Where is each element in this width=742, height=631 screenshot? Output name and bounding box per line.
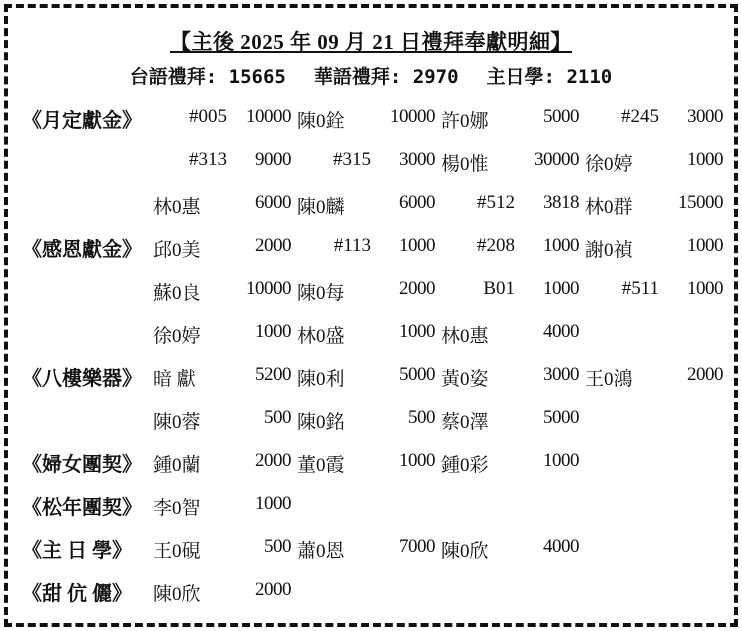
- donation-amount: 3000: [543, 364, 579, 385]
- donor-name: 陳0蓉: [153, 412, 201, 433]
- donation-amount: 6000: [255, 192, 291, 213]
- donation-amount: 4000: [543, 536, 579, 557]
- donation-amount: 3000: [399, 149, 435, 170]
- donor-name: 李0智: [153, 498, 201, 519]
- summary-value: 2110: [566, 66, 613, 88]
- donation-entry: [153, 321, 291, 347]
- summary-value: 2970: [412, 66, 459, 88]
- donation-amount: 30000: [534, 149, 579, 170]
- donation-entry: [153, 536, 291, 562]
- category-label: 《松年團契》: [22, 497, 142, 519]
- donor-name: 陳0銘: [297, 412, 345, 433]
- donation-amount: 2000: [687, 364, 723, 385]
- donation-amount: 500: [264, 536, 291, 557]
- donation-amount: 9000: [255, 149, 291, 170]
- donation-entry: [153, 235, 291, 261]
- offering-list: [22, 96, 722, 612]
- donation-entry: [441, 450, 579, 476]
- donation-entry: [153, 278, 291, 304]
- donation-entry: [297, 536, 435, 562]
- donation-amount: 10000: [390, 106, 435, 127]
- donor-name: 鍾0蘭: [153, 455, 201, 476]
- donor-name: 陳0利: [297, 369, 345, 390]
- donor-name: 徐0婷: [153, 326, 201, 347]
- donation-amount: 1000: [543, 278, 579, 299]
- offering-row: [22, 268, 722, 311]
- donation-entry: [153, 192, 291, 218]
- donation-amount: 2000: [399, 278, 435, 299]
- donor-name: 蕭0恩: [297, 541, 345, 562]
- donation-amount: 5200: [255, 364, 291, 385]
- donation-entry: [585, 149, 723, 175]
- donation-entry: [297, 149, 435, 175]
- donation-entry: [441, 235, 579, 261]
- donor-name: 陳0銓: [297, 111, 345, 132]
- donor-name: 邱0美: [153, 240, 201, 261]
- donor-name: 蘇0良: [153, 283, 201, 304]
- donor-name: 林0惠: [153, 197, 201, 218]
- donation-amount: 4000: [543, 321, 579, 342]
- donation-entry: [297, 106, 435, 132]
- donor-name: 王0鴻: [585, 369, 633, 390]
- donation-entry: [297, 364, 435, 390]
- donor-name: #313: [189, 149, 227, 170]
- donation-entry: [153, 149, 291, 175]
- donation-entry: [441, 407, 579, 433]
- donation-entry: [297, 235, 435, 261]
- donor-name: 陳0欣: [441, 541, 489, 562]
- donation-entry: [441, 536, 579, 562]
- donor-name: 暗 獻: [153, 369, 196, 390]
- offering-row: [22, 354, 722, 397]
- donation-amount: 5000: [399, 364, 435, 385]
- donor-name: #245: [621, 106, 659, 127]
- donor-name: 陳0欣: [153, 584, 201, 605]
- page-title: 【主後 2025 年 09 月 21 日禮拜奉獻明細】: [170, 30, 572, 54]
- donation-amount: 1000: [543, 235, 579, 256]
- category-label: 《婦女團契》: [22, 454, 142, 476]
- donation-amount: 1000: [687, 235, 723, 256]
- donation-entry: [585, 278, 723, 304]
- donation-amount: 1000: [399, 450, 435, 471]
- summary-sunday-school: [487, 66, 613, 88]
- summary-value: 15665: [228, 66, 286, 88]
- summary-label: 台語禮拜:: [129, 66, 218, 88]
- donation-amount: 3818: [543, 192, 579, 213]
- donation-amount: 15000: [678, 192, 723, 213]
- donation-amount: 6000: [399, 192, 435, 213]
- summary-label: 華語禮拜:: [313, 66, 402, 88]
- summary-label: 主日學:: [486, 66, 555, 88]
- donation-amount: 7000: [399, 536, 435, 557]
- category-label: 《主 日 學》: [22, 540, 132, 562]
- donation-entry: [297, 321, 435, 347]
- donor-name: #113: [333, 235, 371, 256]
- donor-name: 鍾0彩: [441, 455, 489, 476]
- offering-row: [22, 440, 722, 483]
- donor-name: 謝0禎: [585, 240, 633, 261]
- donation-entry: [585, 364, 723, 390]
- donor-name: 陳0每: [297, 283, 345, 304]
- donor-name: 林0盛: [297, 326, 345, 347]
- donation-entry: [441, 278, 579, 304]
- offering-row: [22, 397, 722, 440]
- donation-amount: 5000: [543, 407, 579, 428]
- donor-name: #511: [621, 278, 659, 299]
- donor-name: 林0群: [585, 197, 633, 218]
- donation-amount: 500: [264, 407, 291, 428]
- donation-entry: [585, 106, 723, 132]
- offering-row: [22, 182, 722, 225]
- donor-name: 黃0姿: [441, 369, 489, 390]
- donation-entry: [153, 106, 291, 132]
- donation-entry: [585, 192, 723, 218]
- category-label: 《月定獻金》: [22, 110, 142, 132]
- donation-amount: 2000: [255, 579, 291, 600]
- donor-name: 董0霞: [297, 455, 345, 476]
- summary-taiwanese: [130, 66, 286, 88]
- summary-mandarin: [314, 66, 459, 88]
- donation-amount: 1000: [543, 450, 579, 471]
- donor-name: #315: [333, 149, 371, 170]
- donation-amount: 1000: [687, 278, 723, 299]
- donation-entry: [441, 149, 579, 175]
- donation-entry: [153, 493, 291, 519]
- donor-name: 徐0婷: [585, 154, 633, 175]
- donor-name: #512: [477, 192, 515, 213]
- donation-entry: [297, 192, 435, 218]
- donation-amount: 1000: [687, 149, 723, 170]
- donor-name: 楊0惟: [441, 154, 489, 175]
- offering-row: [22, 139, 722, 182]
- offering-row: [22, 483, 722, 526]
- category-label: 《八樓樂器》: [22, 368, 142, 390]
- attendance-summary: [0, 62, 742, 89]
- donor-name: 蔡0澤: [441, 412, 489, 433]
- donation-amount: 3000: [687, 106, 723, 127]
- offering-row: [22, 96, 722, 139]
- offering-row: [22, 569, 722, 612]
- donation-amount: 2000: [255, 450, 291, 471]
- category-label: 《甜 伉 儷》: [22, 583, 132, 605]
- donor-name: B01: [483, 278, 515, 299]
- donation-entry: [297, 407, 435, 433]
- donor-name: 林0惠: [441, 326, 489, 347]
- offering-row: [22, 311, 722, 354]
- donation-amount: 1000: [255, 493, 291, 514]
- donation-amount: 1000: [399, 235, 435, 256]
- donation-entry: [441, 364, 579, 390]
- donation-entry: [297, 278, 435, 304]
- donation-amount: 1000: [399, 321, 435, 342]
- donation-amount: 10000: [246, 106, 291, 127]
- donation-entry: [153, 579, 291, 605]
- category-label: 《感恩獻金》: [22, 239, 142, 261]
- donation-entry: [153, 407, 291, 433]
- donor-name: #208: [477, 235, 515, 256]
- donation-entry: [153, 364, 291, 390]
- offering-row: [22, 225, 722, 268]
- donation-amount: 2000: [255, 235, 291, 256]
- donation-entry: [153, 450, 291, 476]
- donation-entry: [441, 106, 579, 132]
- donation-entry: [297, 450, 435, 476]
- donation-entry: [585, 235, 723, 261]
- donor-name: 陳0麟: [297, 197, 345, 218]
- donor-name: 王0硯: [153, 541, 201, 562]
- donor-name: 許0娜: [441, 111, 489, 132]
- donation-amount: 10000: [246, 278, 291, 299]
- donation-entry: [441, 192, 579, 218]
- donation-amount: 1000: [255, 321, 291, 342]
- donation-amount: 5000: [543, 106, 579, 127]
- offering-row: [22, 526, 722, 569]
- donor-name: #005: [189, 106, 227, 127]
- donation-entry: [441, 321, 579, 347]
- donation-amount: 500: [408, 407, 435, 428]
